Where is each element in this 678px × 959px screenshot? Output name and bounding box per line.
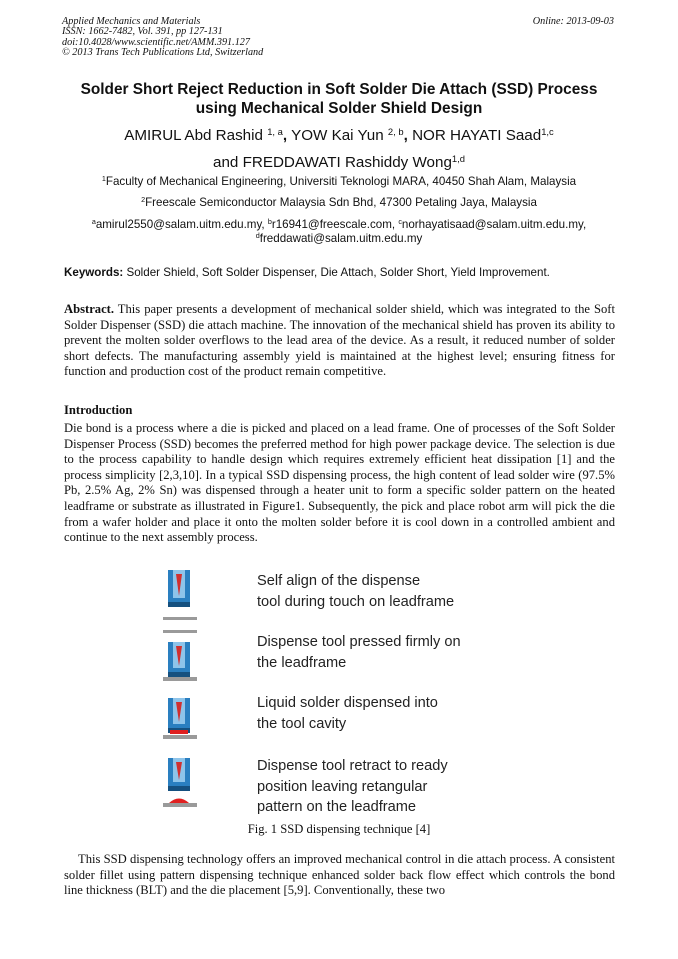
dispense-tool-step-3-icon: [160, 692, 204, 748]
dispense-tool-step-4-icon: [160, 756, 204, 812]
dispense-tool-step-2-icon: [160, 630, 204, 686]
title-line-2: using Mechanical Solder Shield Design: [195, 100, 483, 117]
author-name: AMIRUL Abd Rashid: [124, 127, 263, 144]
step-4-text: Dispense tool retract to ready position leaving retangular pattern on the leadframe: [257, 758, 448, 815]
paper-title: [50, 80, 628, 118]
journal-name: Applied Mechanics and Materials: [62, 16, 201, 27]
author-name: YOW Kai Yun: [291, 127, 384, 144]
abstract: [64, 302, 615, 380]
author-line-1: AMIRUL Abd Rashid $^{1, a}$, YOW Kai Yun $^{2, b}$, NOR HAYATI Saad$^{1,c}$: [124, 125, 554, 144]
step-3-text: Liquid solder dispensed into the tool cavity: [257, 695, 438, 732]
keywords: [64, 266, 624, 279]
section-heading-introduction: Introduction: [64, 403, 133, 417]
author-name: NOR HAYATI Saad: [412, 127, 542, 144]
journal-issn: ISSN: 1662-7482, Vol. 391, pp 127-131: [62, 26, 223, 38]
author-list: [40, 122, 638, 176]
abstract-label: Abstract.: [64, 302, 115, 316]
title-line-1: Solder Short Reject Reduction in Soft Solder Die Attach (SSD) Process: [80, 81, 598, 98]
email-link[interactable]: amirul2550@salam.uitm.edu.my,: [95, 218, 268, 231]
author-line-2: and FREDDAWATI Rashiddy Wong$^{1,d}$: [213, 152, 465, 171]
keywords-text: Solder Shield, Soft Solder Dispenser, Die Attach, Solder Short, Yield Improvement.: [123, 266, 550, 279]
email-link[interactable]: r16941@freescale.com,: [271, 218, 399, 231]
journal-doi: doi:10.4028/www.scientific.net/AMM.391.127: [62, 36, 250, 48]
keywords-label: Keywords:: [64, 266, 124, 279]
intro-paragraph-2: This SSD dispensing technology offers an improved mechanical control in die attach process. A consistent solder fillet using pattern dispensing technique enhanced solder back flow effect which controls the bond line thickness (BLT) and the die placement [5,9]. Conventionally, these two: [64, 852, 615, 898]
figure-caption: Fig. 1 SSD dispensing technique [4]: [247, 822, 431, 836]
intro-paragraph-1: Die bond is a process where a die is picked and placed on a lead frame. One of processes of the Soft Solder Dispenser Process (SSD) becomes the preferred method for high power package device. The selection is due to the process capability to handle design which requires extremely efficient heat dissipation [1] and the process simplicity [2,3,10]. In a typical SSD dispensing process, the high content of lead solder wire (97.5% Pb, 2.5% Ag, 2% Sn) was dispensed through a heater unit to form a specific solder pattern on the heated leadframe or substrate as illustrated in Figure1. Subsequently, the pick and place robot arm will pick the die from a wafer holder and place it onto the molten solder before it is cool down in a controlled ambient and continue to the next assembly process.: [64, 421, 615, 545]
abstract-text: This paper presents a development of mechanical solder shield, which was integrated to the Soft Solder Dispenser (SSD) die attach machine. The innovation of the mechanical shield has proven its ability to prevent the molten solder overflows to the lead area of the device. As a result, it reduced number of solder short defects. The manufacturing assembly yield is maintained at the highest level; ensuring fitness for function and production cost of the product remain competitive.: [64, 302, 615, 379]
journal-header: [62, 17, 614, 59]
email-link[interactable]: freddawati@salam.uitm.edu.my: [259, 232, 423, 245]
affiliation-1: $^1$Faculty of Mechanical Engineering, Universiti Teknologi MARA, 40450 Shah Alam, Malaysia: [101, 174, 577, 188]
step-2-text: Dispense tool pressed firmly on the leadframe: [257, 634, 461, 671]
email-link[interactable]: norhayatisaad@salam.uitm.edu.my,: [401, 218, 587, 231]
online-date: Online: 2013-09-03: [532, 16, 614, 27]
dispense-tool-step-1-icon: [160, 568, 204, 630]
author-emails: $^a$amirul2550@salam.uitm.edu.my, $^b$r16941@freescale.com, $^c$norhayatisaad@salam.uitm.edu.my, $^d$freddawati@salam.uitm.edu.my: [91, 217, 587, 245]
step-1-text: Self align of the dispense tool during touch on leadframe: [257, 573, 455, 610]
affiliation-2: $^2$Freescale Semiconductor Malaysia Sdn Bhd, 47300 Petaling Jaya, Malaysia: [141, 195, 537, 209]
author-name: FREDDAWATI Rashiddy Wong: [242, 154, 452, 171]
journal-copyright: © 2013 Trans Tech Publications Ltd, Switzerland: [62, 47, 264, 59]
